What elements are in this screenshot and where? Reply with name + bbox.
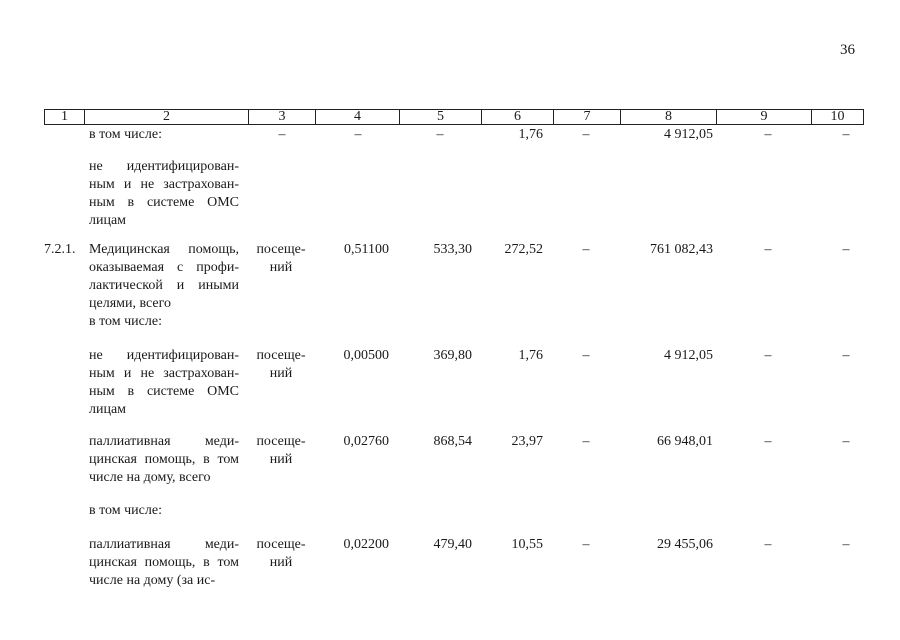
unit-line: посеще- <box>256 537 306 552</box>
cell-col-6: 1,76 <box>518 127 543 142</box>
description-line: в том числе: <box>89 127 162 142</box>
description-line: паллиативная меди- <box>89 537 239 552</box>
cell-col-9: – <box>764 434 772 449</box>
cell-col-8: 4 912,05 <box>664 127 713 142</box>
cell-col-9: – <box>764 127 772 142</box>
unit-line: посеще- <box>256 242 306 257</box>
cell-col-3: – <box>278 127 286 142</box>
description-line: в том числе: <box>89 503 162 518</box>
cell-col-6: 272,52 <box>504 242 543 257</box>
description-line: ным в системе ОМС <box>89 195 239 210</box>
cell-col-7: – <box>582 537 590 552</box>
cell-col-7: – <box>582 348 590 363</box>
description-line: паллиативная меди- <box>89 434 239 449</box>
description-line: ным и не застрахован- <box>89 177 239 192</box>
description-line: цинская помощь, в том <box>89 452 239 467</box>
header-col-8: 8 <box>621 110 717 124</box>
row-description <box>89 502 239 520</box>
unit-line: ний <box>269 452 293 467</box>
cell-col-9: – <box>764 537 772 552</box>
cell-col-7: – <box>582 434 590 449</box>
header-col-2: 2 <box>85 110 249 124</box>
cell-col-5: 479,40 <box>433 537 472 552</box>
cell-col-5: 369,80 <box>433 348 472 363</box>
row-description <box>89 347 239 419</box>
row-description <box>89 241 239 313</box>
unit-cell <box>252 241 310 277</box>
cell-col-8: 4 912,05 <box>664 348 713 363</box>
header-col-9: 9 <box>717 110 812 124</box>
cell-col-8: 29 455,06 <box>657 537 713 552</box>
description-line: лактической и иными <box>89 278 239 293</box>
cell-col-10: – <box>842 127 850 142</box>
cell-col-6: 10,55 <box>511 537 543 552</box>
row-description <box>89 536 239 590</box>
cell-col-6: 23,97 <box>511 434 543 449</box>
cell-col-10: – <box>842 242 850 257</box>
description-line: не идентифицирован- <box>89 348 239 363</box>
row-code: 7.2.1. <box>44 242 76 257</box>
unit-line: ний <box>269 260 293 275</box>
row-description <box>89 158 239 230</box>
cell-col-8: 66 948,01 <box>657 434 713 449</box>
description-line: лицам <box>89 213 127 228</box>
header-col-3: 3 <box>249 110 316 124</box>
cell-col-10: – <box>842 537 850 552</box>
row-description <box>89 313 239 331</box>
unit-line: ний <box>269 555 293 570</box>
cell-col-4: 0,51100 <box>344 242 389 257</box>
cell-col-7: – <box>582 127 590 142</box>
cell-col-6: 1,76 <box>518 348 543 363</box>
description-line: ным и не застрахован- <box>89 366 239 381</box>
unit-cell <box>252 433 310 469</box>
cell-col-5: – <box>436 127 444 142</box>
description-line: цинская помощь, в том <box>89 555 239 570</box>
cell-col-7: – <box>582 242 590 257</box>
header-col-7: 7 <box>554 110 621 124</box>
description-line: Медицинская помощь, <box>89 242 239 257</box>
cell-col-4: 0,02760 <box>343 434 389 449</box>
header-col-10: 10 <box>830 109 845 124</box>
page-number: 36 <box>840 42 855 58</box>
description-line: числе на дому, всего <box>89 470 211 485</box>
header-col-4: 4 <box>316 110 400 124</box>
table-header-row <box>44 109 864 125</box>
cell-col-4: 0,02200 <box>343 537 389 552</box>
unit-line: посеще- <box>256 348 306 363</box>
description-line: лицам <box>89 402 127 417</box>
description-line: ным в системе ОМС <box>89 384 239 399</box>
description-line: оказываемая с профи- <box>89 260 239 275</box>
cell-col-9: – <box>764 348 772 363</box>
unit-cell <box>252 536 310 572</box>
row-description <box>89 126 239 144</box>
cell-col-10: – <box>842 434 850 449</box>
cell-col-9: – <box>764 242 772 257</box>
description-line: целями, всего <box>89 296 172 311</box>
unit-line: ний <box>269 366 293 381</box>
unit-line: посеще- <box>256 434 306 449</box>
cell-col-5: 533,30 <box>433 242 472 257</box>
unit-cell <box>252 347 310 383</box>
header-col-1: 1 <box>45 110 85 124</box>
description-line: в том числе: <box>89 314 162 329</box>
cell-col-10: – <box>842 348 850 363</box>
cell-col-4: – <box>354 127 362 142</box>
description-line: числе на дому (за ис- <box>89 573 216 588</box>
header-col-5: 5 <box>400 110 482 124</box>
cell-col-5: 868,54 <box>433 434 472 449</box>
cell-col-4: 0,00500 <box>343 348 389 363</box>
cell-col-8: 761 082,43 <box>650 242 713 257</box>
row-description <box>89 433 239 487</box>
header-col-6: 6 <box>482 110 554 124</box>
description-line: не идентифицирован- <box>89 159 239 174</box>
